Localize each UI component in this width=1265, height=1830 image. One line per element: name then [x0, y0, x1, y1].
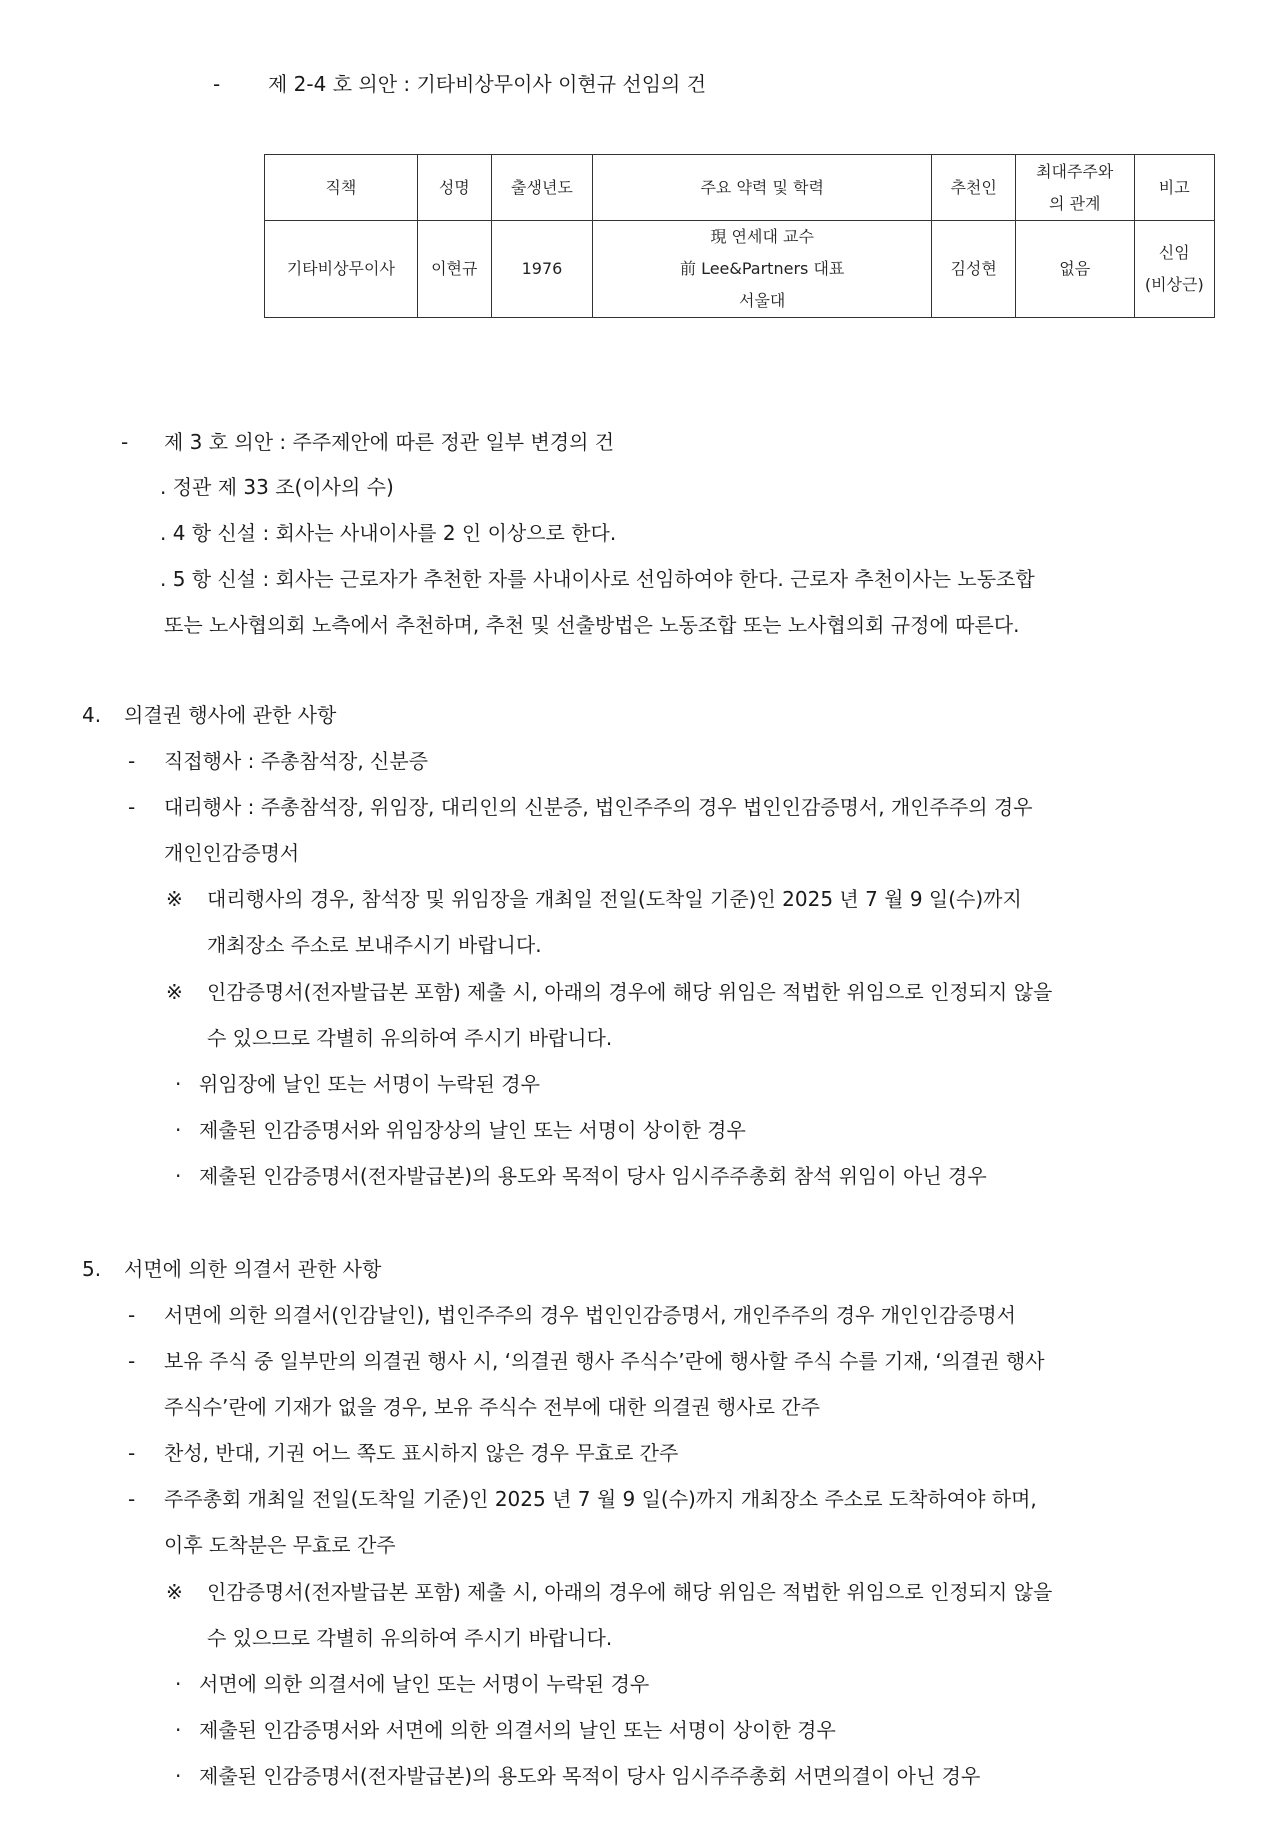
section-4-note-1-line-1: 대리행사의 경우, 참석장 및 위임장을 개최일 전일(도착일 기준)인 2025 년 7 월 9 일(수)까지 [207, 887, 1022, 911]
section-5-note-line-1: 인감증명서(전자발급본 포함) 제출 시, 아래의 경우에 해당 위임은 적법한 위임으로 인정되지 않을 [207, 1580, 1053, 1604]
agenda-2-4-bullet: - [213, 72, 221, 96]
section-5-item-4-bullet: - [128, 1487, 136, 1511]
section-4-direct: 직접행사 : 주총참석장, 신분증 [164, 749, 429, 773]
cell-birth-year: 1976 [491, 221, 592, 318]
section-5-item-3-bullet: - [128, 1441, 136, 1465]
section-5-case-2: 제출된 인감증명서와 서면에 의한 의결서의 날인 또는 서명이 상이한 경우 [199, 1718, 836, 1742]
section-4-case-1: 위임장에 날인 또는 서명이 누락된 경우 [199, 1072, 540, 1096]
agenda-3-title: 제 3 호 의안 : 주주제안에 따른 정관 일부 변경의 건 [164, 430, 615, 454]
agenda-3-line-3: . 5 항 신설 : 회사는 근로자가 추천한 자를 사내이사로 선임하여야 한다. 근로자 추천이사는 노동조합 [160, 567, 1035, 591]
career-line-1: 現 연세대 교수 [710, 227, 814, 246]
cell-relation: 없음 [1015, 221, 1134, 318]
section-5-case-1: 서면에 의한 의결서에 날인 또는 서명이 누락된 경우 [199, 1672, 650, 1696]
section-4-note-2-line-1: 인감증명서(전자발급본 포함) 제출 시, 아래의 경우에 해당 위임은 적법한 위임으로 인정되지 않을 [207, 980, 1053, 1004]
header-position: 직책 [265, 155, 418, 221]
section-4-case-2: 제출된 인감증명서와 위임장상의 날인 또는 서명이 상이한 경우 [199, 1118, 746, 1142]
section-5-item-2-line-2: 주식수’란에 기재가 없을 경우, 보유 주식수 전부에 대한 의결권 행사로 간주 [164, 1395, 820, 1419]
remark-line-1: 신임 [1158, 243, 1190, 262]
header-recommender: 추천인 [932, 155, 1016, 221]
section-4-note-2-mark: ※ [166, 980, 183, 1004]
nominee-table [264, 154, 1215, 318]
section-4-proxy-line-2: 개인인감증명서 [164, 841, 300, 865]
section-5-case-2-dot: · [175, 1718, 182, 1742]
section-4-case-2-dot: · [175, 1118, 182, 1142]
section-4-title: 의결권 행사에 관한 사항 [124, 703, 337, 727]
section-4-note-1-line-2: 개최장소 주소로 보내주시기 바랍니다. [207, 933, 542, 957]
section-5-note-mark: ※ [166, 1580, 183, 1604]
section-5-item-1-bullet: - [128, 1303, 136, 1327]
section-5-item-1: 서면에 의한 의결서(인감날인), 법인주주의 경우 법인인감증명서, 개인주주의 경우 개인인감증명서 [164, 1303, 1016, 1327]
table-row [265, 221, 1215, 318]
career-line-2: 前 Lee&Partners 대표 [679, 259, 845, 278]
header-relation-line-1: 최대주주와 [1036, 161, 1114, 181]
section-5-case-3: 제출된 인감증명서(전자발급본)의 용도와 목적이 당사 임시주주총회 서면의결이 아닌 경우 [199, 1764, 981, 1788]
cell-career [593, 221, 932, 318]
remark-line-2: (비상근) [1144, 275, 1204, 294]
table-header-row [265, 155, 1215, 221]
header-relation-line-2: 의 관계 [1048, 193, 1101, 213]
section-5-item-4-line-1: 주주총회 개최일 전일(도착일 기준)인 2025 년 7 월 9 일(수)까지 개최장소 주소로 도착하여야 하며, [164, 1487, 1037, 1511]
section-5-case-1-dot: · [175, 1672, 182, 1696]
header-relation [1015, 155, 1134, 221]
agenda-3-line-1: . 정관 제 33 조(이사의 수) [160, 475, 394, 499]
section-4-proxy-bullet: - [128, 795, 136, 819]
section-4-direct-bullet: - [128, 749, 136, 773]
section-4-case-3-dot: · [175, 1164, 182, 1188]
header-remark: 비고 [1134, 155, 1214, 221]
section-5-title: 서면에 의한 의결서 관한 사항 [124, 1257, 382, 1281]
agenda-2-4-title: 제 2-4 호 의안 : 기타비상무이사 이현규 선임의 건 [268, 72, 707, 96]
section-4-number: 4. [82, 703, 102, 727]
section-5-item-4-line-2: 이후 도착분은 무효로 간주 [164, 1533, 396, 1557]
agenda-3-line-4: 또는 노사협의회 노측에서 추천하며, 추천 및 선출방법은 노동조합 또는 노사협의회 규정에 따른다. [164, 613, 1020, 637]
cell-recommender: 김성현 [932, 221, 1016, 318]
career-line-3: 서울대 [738, 291, 786, 310]
section-4-note-2-line-2: 수 있으므로 각별히 유의하여 주시기 바랍니다. [207, 1026, 613, 1050]
section-5-item-2-bullet: - [128, 1349, 136, 1373]
section-5-item-3: 찬성, 반대, 기권 어느 쪽도 표시하지 않은 경우 무효로 간주 [164, 1441, 679, 1465]
section-4-proxy-line-1: 대리행사 : 주총참석장, 위임장, 대리인의 신분증, 법인주주의 경우 법인인감증명서, 개인주주의 경우 [164, 795, 1033, 819]
section-5-case-3-dot: · [175, 1764, 182, 1788]
cell-name: 이현규 [417, 221, 491, 318]
section-4-note-1-mark: ※ [166, 887, 183, 911]
section-5-item-2-line-1: 보유 주식 중 일부만의 의결권 행사 시, ‘의결권 행사 주식수’란에 행사할 주식 수를 기재, ‘의결권 행사 [164, 1349, 1045, 1373]
cell-position: 기타비상무이사 [265, 221, 418, 318]
section-4-case-1-dot: · [175, 1072, 182, 1096]
agenda-3-bullet: - [121, 430, 129, 454]
header-name: 성명 [417, 155, 491, 221]
section-5-note-line-2: 수 있으므로 각별히 유의하여 주시기 바랍니다. [207, 1626, 613, 1650]
header-birth-year: 출생년도 [491, 155, 592, 221]
agenda-3-line-2: . 4 항 신설 : 회사는 사내이사를 2 인 이상으로 한다. [160, 521, 617, 545]
section-5-number: 5. [82, 1257, 102, 1281]
cell-remark [1134, 221, 1214, 318]
section-4-case-3: 제출된 인감증명서(전자발급본)의 용도와 목적이 당사 임시주주총회 참석 위임이 아닌 경우 [199, 1164, 987, 1188]
header-career: 주요 약력 및 학력 [593, 155, 932, 221]
